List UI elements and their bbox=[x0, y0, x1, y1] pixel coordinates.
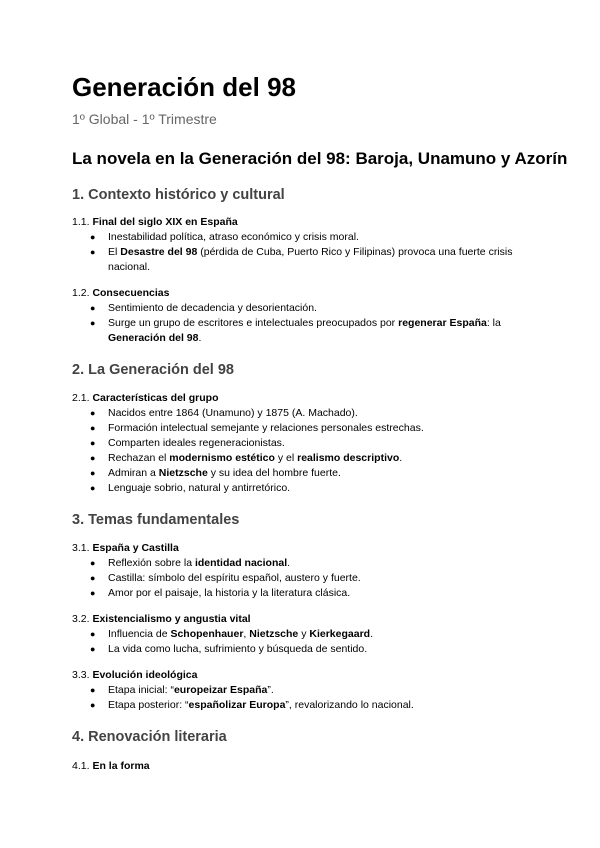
bullet-icon: ● bbox=[90, 318, 96, 328]
subsection-label: Final del siglo XIX en España bbox=[92, 216, 238, 228]
subsection-number: 3.2. bbox=[72, 613, 93, 625]
bullet-icon: ● bbox=[90, 588, 96, 598]
subsection-label: Características del grupo bbox=[92, 392, 219, 404]
subsection-number: 3.3. bbox=[72, 669, 93, 681]
bullet-list-1-2 bbox=[72, 301, 542, 346]
list-item: ● El Desastre del 98 (pérdida de Cuba, Puerto Rico y Filipinas) provoca una fuerte crisis nacional. bbox=[90, 246, 513, 273]
document-subtitle: 1º Global - 1º Trimestre bbox=[72, 111, 217, 127]
subsection-number: 4.1. bbox=[72, 760, 93, 772]
subsection-number: 1.2. bbox=[72, 287, 93, 299]
subsection-number: 3.1. bbox=[72, 542, 93, 554]
bullet-icon: ● bbox=[90, 247, 96, 257]
list-item: ● Lenguaje sobrio, natural y antirretórico. bbox=[90, 482, 291, 494]
list-item: ● Admiran a Nietzsche y su idea del hombre fuerte. bbox=[90, 467, 341, 479]
list-item: ● Castilla: símbolo del espíritu español, austero y fuerte. bbox=[90, 572, 361, 584]
list-item: ● Surge un grupo de escritores e intelectuales preocupados por regenerar España: la Generación del 98. bbox=[90, 317, 501, 344]
list-item: ● Formación intelectual semejante y relaciones personales estrechas. bbox=[90, 422, 424, 434]
bullet-icon: ● bbox=[90, 644, 96, 654]
list-item: ● Sentimiento de decadencia y desorientación. bbox=[90, 302, 317, 314]
bullet-icon: ● bbox=[90, 303, 96, 313]
bullet-list-2-1 bbox=[72, 406, 542, 496]
document-heading: La novela en la Generación del 98: Baroja, Unamuno y Azorín bbox=[72, 149, 568, 168]
list-item: ● Comparten ideales regeneracionistas. bbox=[90, 437, 285, 449]
list-item: ● La vida como lucha, sufrimiento y búsqueda de sentido. bbox=[90, 643, 368, 655]
subsection-label: Evolución ideológica bbox=[92, 669, 198, 681]
bullet-icon: ● bbox=[90, 685, 96, 695]
subsection-number: 2.1. bbox=[72, 392, 93, 404]
subsection-label: Existencialismo y angustia vital bbox=[92, 613, 251, 625]
bullet-icon: ● bbox=[90, 453, 96, 463]
list-item: ● Etapa inicial: “europeizar España”. bbox=[90, 684, 274, 696]
bullet-list-3-3 bbox=[72, 683, 542, 713]
bullet-icon: ● bbox=[90, 232, 96, 242]
subsection-2-1 bbox=[72, 391, 218, 405]
subsection-label: Consecuencias bbox=[92, 287, 170, 299]
subsection-3-1 bbox=[72, 541, 179, 555]
bullet-icon: ● bbox=[90, 558, 96, 568]
subsection-3-2 bbox=[72, 612, 251, 626]
section-4-heading: 4. Renovación literaria bbox=[72, 729, 227, 745]
bullet-list-3-2 bbox=[72, 627, 542, 657]
subsection-1-1 bbox=[72, 215, 238, 229]
list-item: ● Nacidos entre 1864 (Unamuno) y 1875 (A. Machado). bbox=[90, 407, 358, 419]
bullet-icon: ● bbox=[90, 700, 96, 710]
bullet-icon: ● bbox=[90, 408, 96, 418]
subsection-1-2 bbox=[72, 286, 169, 300]
subsection-4-1 bbox=[72, 759, 150, 773]
bullet-icon: ● bbox=[90, 423, 96, 433]
section-3-heading: 3. Temas fundamentales bbox=[72, 512, 240, 528]
list-item: ● Rechazan el modernismo estético y el realismo descriptivo. bbox=[90, 452, 403, 464]
bullet-icon: ● bbox=[90, 573, 96, 583]
bullet-icon: ● bbox=[90, 483, 96, 493]
bullet-icon: ● bbox=[90, 438, 96, 448]
document-title: Generación del 98 bbox=[72, 72, 296, 102]
list-item: ● Inestabilidad política, atraso económico y crisis moral. bbox=[90, 231, 359, 243]
subsection-label: España y Castilla bbox=[92, 542, 179, 554]
subsection-3-3 bbox=[72, 668, 197, 682]
list-item: ● Influencia de Schopenhauer, Nietzsche y Kierkegaard. bbox=[90, 628, 373, 640]
section-2-heading: 2. La Generación del 98 bbox=[72, 362, 234, 378]
bullet-icon: ● bbox=[90, 629, 96, 639]
bullet-icon: ● bbox=[90, 468, 96, 478]
subsection-number: 1.1. bbox=[72, 216, 93, 228]
list-item: ● Amor por el paisaje, la historia y la literatura clásica. bbox=[90, 587, 351, 599]
subsection-label: En la forma bbox=[92, 760, 150, 772]
bullet-list-1-1 bbox=[72, 230, 542, 275]
bullet-list-3-1 bbox=[72, 556, 542, 601]
section-1-heading: 1. Contexto histórico y cultural bbox=[72, 187, 285, 203]
list-item: ● Reflexión sobre la identidad nacional. bbox=[90, 557, 291, 569]
list-item: ● Etapa posterior: “españolizar Europa”, revalorizando lo nacional. bbox=[90, 699, 414, 711]
